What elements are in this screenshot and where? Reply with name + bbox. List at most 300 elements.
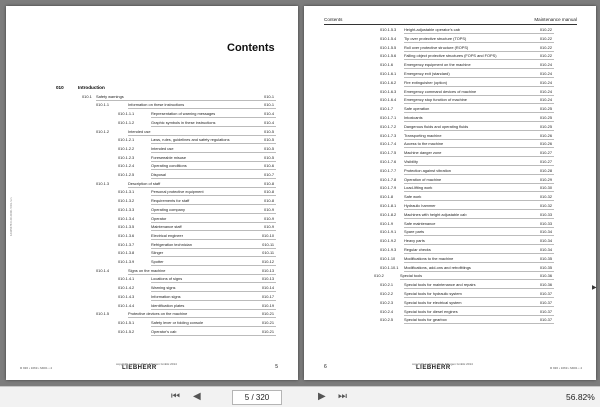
row-divider — [128, 108, 276, 109]
row-divider — [404, 174, 554, 175]
toc-row[interactable] — [6, 250, 298, 257]
toc-page: 010-21 — [261, 319, 274, 325]
first-page-icon[interactable]: ⏮ — [171, 391, 180, 402]
toc-page: 010-24 — [539, 88, 552, 94]
row-divider — [151, 335, 276, 336]
toc-page: 010-24 — [539, 71, 552, 76]
row-divider — [128, 274, 276, 275]
liebherr-logo: LIEBHERR — [416, 365, 451, 371]
toc-row[interactable] — [6, 224, 298, 231]
row-divider — [151, 143, 276, 144]
toc-row[interactable] — [6, 198, 298, 205]
header-left: Contents — [324, 17, 343, 22]
toc-page: 010-8 — [264, 180, 274, 186]
row-divider — [151, 248, 276, 249]
toc-page: 010-36 — [539, 273, 552, 279]
toc-row[interactable] — [6, 311, 298, 318]
toc-number: 010.1.7.3 — [380, 132, 397, 138]
toc-page: 010-25 — [539, 106, 552, 112]
row-divider — [151, 152, 276, 153]
toc-title: Laws, rules, guidelines and safety regulations — [151, 137, 230, 143]
toc-number: 010.1.3 — [96, 180, 109, 186]
toc-row[interactable] — [304, 194, 596, 201]
toc-title: Safe maintenance — [404, 220, 436, 226]
toc-title: Description of staff — [128, 180, 161, 186]
toc-page: 010-28 — [539, 167, 552, 173]
toc-title: Machine danger zone — [404, 150, 442, 156]
toc-number: 010.1.2.4 — [118, 163, 135, 169]
toc-title: Emergency equipment on the machine — [404, 62, 471, 68]
row-divider — [404, 253, 554, 254]
next-page-icon[interactable]: ▶ — [318, 391, 326, 402]
toc-row[interactable] — [304, 300, 596, 307]
previous-page-icon[interactable]: ◀ — [193, 391, 201, 402]
toc-page: 010-22 — [539, 27, 552, 32]
toc-row[interactable] — [304, 71, 596, 78]
toc-title: Emergency stop function of machine — [404, 97, 467, 103]
toc-title: Falling object protective structures (FOPS and FOPS) — [404, 53, 497, 59]
row-divider — [151, 265, 276, 266]
toc-page: 010-29 — [539, 176, 552, 182]
toc-page: 010-21 — [261, 328, 274, 334]
toc-number: 010.2.4 — [380, 308, 393, 314]
toc-page: 010-22 — [539, 44, 552, 50]
toc-row[interactable] — [304, 62, 596, 69]
toc-row[interactable] — [6, 233, 298, 240]
toc-number: 010.1.5.1 — [118, 319, 135, 325]
toc-title: Operating conditions — [151, 163, 187, 169]
toc-row[interactable] — [304, 45, 596, 52]
toc-title: Introduction — [78, 85, 105, 90]
toc-title: Access to the machine — [404, 141, 444, 147]
toc-page: 010-35 — [539, 255, 552, 261]
toc-title: Tip over protective structure (TOPS) — [404, 35, 467, 41]
toc-row[interactable] — [304, 97, 596, 104]
toc-row[interactable] — [6, 181, 298, 188]
toc-number: 010.1.3.2 — [118, 198, 135, 204]
toc-title: Locations of signs — [151, 276, 183, 282]
toc-page: 010-4 — [264, 119, 274, 125]
toc-number: 010.1.7.2 — [380, 123, 397, 129]
copyright-text: copyright Liebherr-Werk Ehingen GmbH 2014 — [412, 362, 473, 366]
toc-number: 010.1.1.2 — [118, 119, 135, 125]
toc-title: Safe work — [404, 194, 422, 200]
document-code: R 936 • 1669 • M001 • 4 — [20, 366, 53, 370]
toc-page: 010-25 — [539, 115, 552, 120]
toc-title: Maintenance staff — [151, 224, 182, 230]
toc-number: 010.1.3.1 — [118, 189, 135, 195]
toc-title: Requirements for staff — [151, 198, 190, 204]
toc-number: 010.1.10.1 — [380, 264, 399, 270]
row-divider — [151, 222, 276, 223]
toc-page: 010-27 — [539, 159, 552, 164]
toc-row[interactable] — [304, 27, 596, 34]
toc-row[interactable] — [6, 172, 298, 179]
toc-number: 010 — [56, 85, 64, 90]
toc-page: 010-26 — [539, 132, 552, 138]
toc-row[interactable] — [6, 85, 298, 92]
toc-title: Fire extinguisher (option) — [404, 79, 448, 85]
row-divider — [404, 200, 554, 201]
toc-number: 010.1.1.1 — [118, 111, 135, 117]
toc-row[interactable] — [6, 320, 298, 327]
toc-page: 010-24 — [539, 79, 552, 85]
toc-row[interactable] — [304, 256, 596, 263]
toc-title: Operator's cab — [151, 328, 177, 334]
toc-title: Spare parts — [404, 229, 425, 235]
page-number-input[interactable]: 5 / 320 — [232, 390, 282, 405]
toc-row[interactable] — [304, 317, 596, 324]
toc-page: 010-1 — [264, 102, 274, 108]
toc-page: 010-37 — [539, 291, 552, 296]
toc-row[interactable] — [304, 89, 596, 96]
toc-title: Information signs — [151, 293, 181, 299]
toc-title: Special tools — [400, 273, 423, 279]
toc-page: 010-7 — [264, 172, 274, 177]
toc-title: Modifications, add-ons and retrofittings — [404, 264, 471, 270]
row-divider — [404, 42, 554, 43]
toc-row[interactable] — [6, 163, 298, 170]
toc-row[interactable] — [6, 303, 298, 310]
toc-title: Special tools for electrical system — [404, 299, 462, 305]
toc-number: 010.1.3.4 — [118, 215, 135, 221]
toc-number: 010.1.3.5 — [118, 224, 135, 230]
row-divider — [404, 235, 554, 236]
toc-page: 010-34 — [539, 229, 552, 235]
toc-title: Representation of warning messages — [151, 111, 216, 117]
toc-title: Protection against vibration — [404, 167, 451, 173]
row-divider — [404, 77, 554, 78]
toc-title: Special tools for diesel engines — [404, 308, 458, 314]
toc-number: 010.1.5.2 — [118, 328, 135, 334]
row-divider — [151, 126, 276, 127]
document-page-left — [6, 6, 298, 380]
toc-row[interactable] — [304, 53, 596, 60]
toc-row[interactable] — [6, 111, 298, 118]
toc-page: 010-11 — [262, 241, 274, 247]
row-divider — [404, 130, 554, 131]
toc-title: Load-lifting work — [404, 185, 433, 191]
toc-title: Graphic symbols in these instructions — [151, 119, 216, 125]
toc-number: 010.1.7.9 — [380, 185, 397, 191]
toc-title: Identification plates — [151, 302, 185, 308]
toc-page: 010-5 — [264, 145, 274, 151]
toc-page: 010-32 — [539, 194, 552, 200]
toc-page: 010-1 — [264, 93, 274, 99]
toc-title: Height-adjustable operator's cab — [404, 27, 460, 32]
toc-page: 010-37 — [539, 308, 552, 314]
toc-title: Special tools for maintenance and repairs — [404, 282, 476, 288]
toc-title: Special tools for gearbox — [404, 317, 447, 323]
toc-row[interactable] — [304, 238, 596, 245]
row-divider — [151, 326, 276, 327]
toc-number: 010.1.3.7 — [118, 241, 135, 247]
toc-number: 010.1.4.2 — [118, 285, 135, 291]
row-divider — [404, 262, 554, 263]
toc-row[interactable] — [6, 120, 298, 127]
toc-page: 010-13 — [261, 267, 274, 273]
row-divider — [400, 279, 554, 280]
toc-title: Emergency exit (standard) — [404, 71, 450, 76]
row-divider — [151, 213, 276, 214]
toc-row[interactable] — [6, 216, 298, 223]
row-divider — [151, 230, 276, 231]
toc-page: 010-8 — [264, 198, 274, 204]
toc-row[interactable] — [304, 247, 596, 254]
toc-title: Refrigeration technician — [151, 241, 192, 247]
toc-row[interactable] — [304, 229, 596, 236]
toc-page: 010-24 — [539, 97, 552, 103]
row-divider — [404, 323, 554, 324]
toc-row[interactable] — [6, 276, 298, 283]
last-page-icon[interactable]: ⏭ — [338, 391, 347, 402]
row-divider — [151, 291, 276, 292]
row-divider — [151, 169, 276, 170]
toc-row[interactable] — [6, 242, 298, 249]
toc-number: 010.1.4.1 — [118, 276, 135, 282]
toc-row[interactable] — [6, 129, 298, 136]
toc-row[interactable] — [304, 212, 596, 219]
row-divider — [151, 178, 276, 179]
toc-title: Roll over protective structure (ROPS) — [404, 44, 469, 50]
toc-page: 010-36 — [539, 282, 552, 288]
row-divider — [404, 315, 554, 316]
toc-number: 010.1.3.6 — [118, 232, 135, 238]
toc-number: 010.1.3.9 — [118, 259, 135, 264]
row-divider — [404, 191, 554, 192]
toc-number: 010.1 — [82, 93, 92, 99]
toc-row[interactable] — [304, 124, 596, 131]
toc-number: 010.1.5 — [96, 311, 109, 317]
toc-page: 010-6 — [264, 163, 274, 169]
toc-number: 010.1.6.3 — [380, 88, 397, 94]
toc-row[interactable] — [304, 177, 596, 184]
toc-title: Disposal — [151, 172, 166, 177]
row-divider — [151, 300, 276, 301]
toc-row[interactable] — [304, 115, 596, 122]
toc-page: 010-12 — [261, 259, 274, 264]
toc-title: Warning signs — [151, 285, 176, 291]
row-divider — [404, 68, 554, 69]
header-right: Maintenance manual — [534, 17, 577, 22]
row-divider — [404, 306, 554, 307]
toc-number: 010.1.4.4 — [118, 302, 135, 308]
toc-page: 010-22 — [539, 35, 552, 41]
toc-title: Regular checks — [404, 247, 431, 252]
toc-row[interactable] — [6, 285, 298, 292]
toc-number: 010.2.2 — [380, 291, 393, 296]
row-divider — [404, 183, 554, 184]
toc-row[interactable] — [304, 273, 596, 280]
toc-number: 010.1.5.6 — [380, 53, 397, 59]
page-title: Contents — [227, 42, 275, 54]
row-divider — [404, 209, 554, 210]
toc-page: 010-30 — [539, 185, 552, 191]
toc-row[interactable] — [304, 291, 596, 298]
toc-page: 010-22 — [539, 53, 552, 59]
row-divider — [404, 59, 554, 60]
toc-page: 010-5 — [264, 154, 274, 160]
toc-row[interactable] — [304, 150, 596, 157]
toc-number: 010.1.6.2 — [380, 79, 397, 85]
row-divider — [404, 165, 554, 166]
row-divider — [96, 100, 276, 101]
toc-row[interactable] — [6, 137, 298, 144]
toc-title: Machines with height adjustable cab — [404, 211, 467, 217]
copyright-text: copyright Liebherr-Werk Ehingen GmbH 2014 — [116, 362, 177, 366]
toc-number: 010.1.7.7 — [380, 167, 397, 173]
toc-page: 010-5 — [264, 137, 274, 143]
toc-page: 010-8 — [264, 189, 274, 195]
row-divider — [404, 95, 554, 96]
toc-number: 010.1.7.5 — [380, 150, 397, 156]
toc-page: 010-13 — [261, 276, 274, 282]
toc-number: 010.2.1 — [380, 282, 393, 288]
toc-title: Hydraulic hammer — [404, 203, 436, 208]
toc-row[interactable] — [304, 203, 596, 210]
toc-page: 010-11 — [262, 250, 274, 256]
toc-number: 010.1.8.2 — [380, 211, 397, 217]
toc-title: Operator — [151, 215, 167, 221]
row-divider — [404, 297, 554, 298]
toc-row[interactable] — [304, 159, 596, 166]
toc-number: 010.1.8.1 — [380, 203, 397, 208]
row-divider — [151, 204, 276, 205]
toc-row[interactable] — [304, 168, 596, 175]
toc-title: Information on these instructions — [128, 102, 185, 108]
toc-number: 010.1.3.8 — [118, 250, 135, 256]
liebherr-logo: LIEBHERR — [122, 365, 157, 371]
toc-number: 010.1.2.2 — [118, 145, 135, 151]
toc-number: 010.1.5.5 — [380, 44, 397, 50]
toc-title: Foreseeable misuse — [151, 154, 187, 160]
toc-row[interactable] — [304, 265, 596, 272]
row-divider — [404, 156, 554, 157]
toc-number: 010.1.5.3 — [380, 27, 397, 32]
row-divider — [151, 239, 276, 240]
toc-number: 010.1.10 — [380, 255, 396, 261]
toc-title: Operating company — [151, 206, 185, 212]
toc-row[interactable] — [304, 309, 596, 316]
toc-row[interactable] — [6, 259, 298, 266]
toc-row[interactable] — [304, 106, 596, 113]
toc-page: 010-14 — [261, 285, 274, 291]
row-divider — [151, 117, 276, 118]
toc-title: Safety warnings — [96, 93, 124, 99]
toc-title: Slinger — [151, 250, 164, 256]
toc-row[interactable] — [304, 36, 596, 43]
toc-page: 010-33 — [539, 220, 552, 226]
row-divider — [151, 161, 276, 162]
toc-number: 010.1.7.4 — [380, 141, 397, 147]
toc-page: 010-9 — [264, 224, 274, 230]
row-divider — [404, 112, 554, 113]
toc-number: 010.1.6 — [380, 62, 393, 68]
row-divider — [128, 187, 276, 188]
toc-number: 010.1.2.5 — [118, 172, 135, 177]
row-divider — [128, 135, 276, 136]
toc-row[interactable] — [6, 189, 298, 196]
toc-page: 010-9 — [264, 215, 274, 221]
toc-number: 010.1.4 — [96, 267, 109, 273]
row-divider — [404, 288, 554, 289]
toc-page: 010-37 — [539, 317, 552, 323]
page-number: 6 — [324, 364, 327, 370]
toc-title: Modifications to the machine — [404, 255, 454, 261]
toc-title: Visibility — [404, 159, 418, 164]
toc-number: 010.1.7.6 — [380, 159, 397, 164]
side-document-code: 12345678 0-00-0000 / 001 / en — [9, 197, 13, 236]
row-divider — [404, 271, 554, 272]
zoom-level[interactable]: 56.82% — [566, 392, 595, 402]
row-divider — [404, 121, 554, 122]
row-divider — [151, 256, 276, 257]
toc-page: 010-35 — [539, 264, 552, 270]
toc-title: Safety lever or folding console — [151, 319, 204, 325]
toc-number: 010.1.9.2 — [380, 238, 397, 244]
toc-row[interactable] — [304, 221, 596, 228]
toc-row[interactable] — [6, 155, 298, 162]
scroll-indicator-icon[interactable]: ▶ — [592, 285, 597, 291]
toc-row[interactable] — [304, 185, 596, 192]
toc-number: 010.2 — [374, 273, 384, 279]
row-divider — [404, 218, 554, 219]
toc-title: Signs on the machine — [128, 267, 166, 273]
toc-number: 010.1.7 — [380, 106, 393, 112]
toc-title: Spotter — [151, 259, 164, 264]
toc-title: Emergency command devices of machine — [404, 88, 477, 94]
header-divider — [324, 24, 577, 25]
toc-row[interactable] — [6, 268, 298, 275]
toc-title: Intended use — [151, 145, 174, 151]
toc-page: 010-4 — [264, 111, 274, 117]
toc-page: 010-25 — [539, 123, 552, 129]
toc-row[interactable] — [304, 80, 596, 87]
toc-page: 010-24 — [539, 62, 552, 68]
row-divider — [404, 244, 554, 245]
toc-row[interactable] — [6, 329, 298, 336]
document-page-right — [304, 6, 596, 380]
toc-page: 010-33 — [539, 211, 552, 217]
toc-page: 010-37 — [539, 299, 552, 305]
toc-row[interactable] — [6, 146, 298, 153]
row-divider — [404, 86, 554, 87]
toc-title: Safe operation — [404, 106, 430, 112]
toc-title: Intoxicants — [404, 115, 423, 120]
row-divider — [404, 51, 554, 52]
toc-row[interactable] — [6, 102, 298, 109]
toc-number: 010.1.5.4 — [380, 35, 397, 41]
document-code: R 936 • 1669 • M001 • 4 — [549, 366, 582, 370]
toc-page: 010-10 — [261, 232, 274, 238]
toc-row[interactable] — [304, 133, 596, 140]
row-divider — [128, 317, 276, 318]
toc-number: 010.1.9 — [380, 220, 393, 226]
page-number: 5 — [275, 364, 278, 370]
toc-row[interactable] — [304, 141, 596, 148]
toc-title: Transporting machine — [404, 132, 442, 138]
toc-number: 010.1.3.3 — [118, 206, 135, 212]
toc-page: 010-32 — [539, 203, 552, 208]
toc-row[interactable] — [6, 207, 298, 214]
toc-page: 010-27 — [539, 150, 552, 156]
toc-row[interactable] — [304, 282, 596, 289]
toc-number: 010.1.1 — [96, 102, 109, 108]
toc-row[interactable] — [6, 94, 298, 101]
toc-page: 010-34 — [539, 238, 552, 244]
toc-number: 010.2.5 — [380, 317, 393, 323]
toc-row[interactable] — [6, 294, 298, 301]
